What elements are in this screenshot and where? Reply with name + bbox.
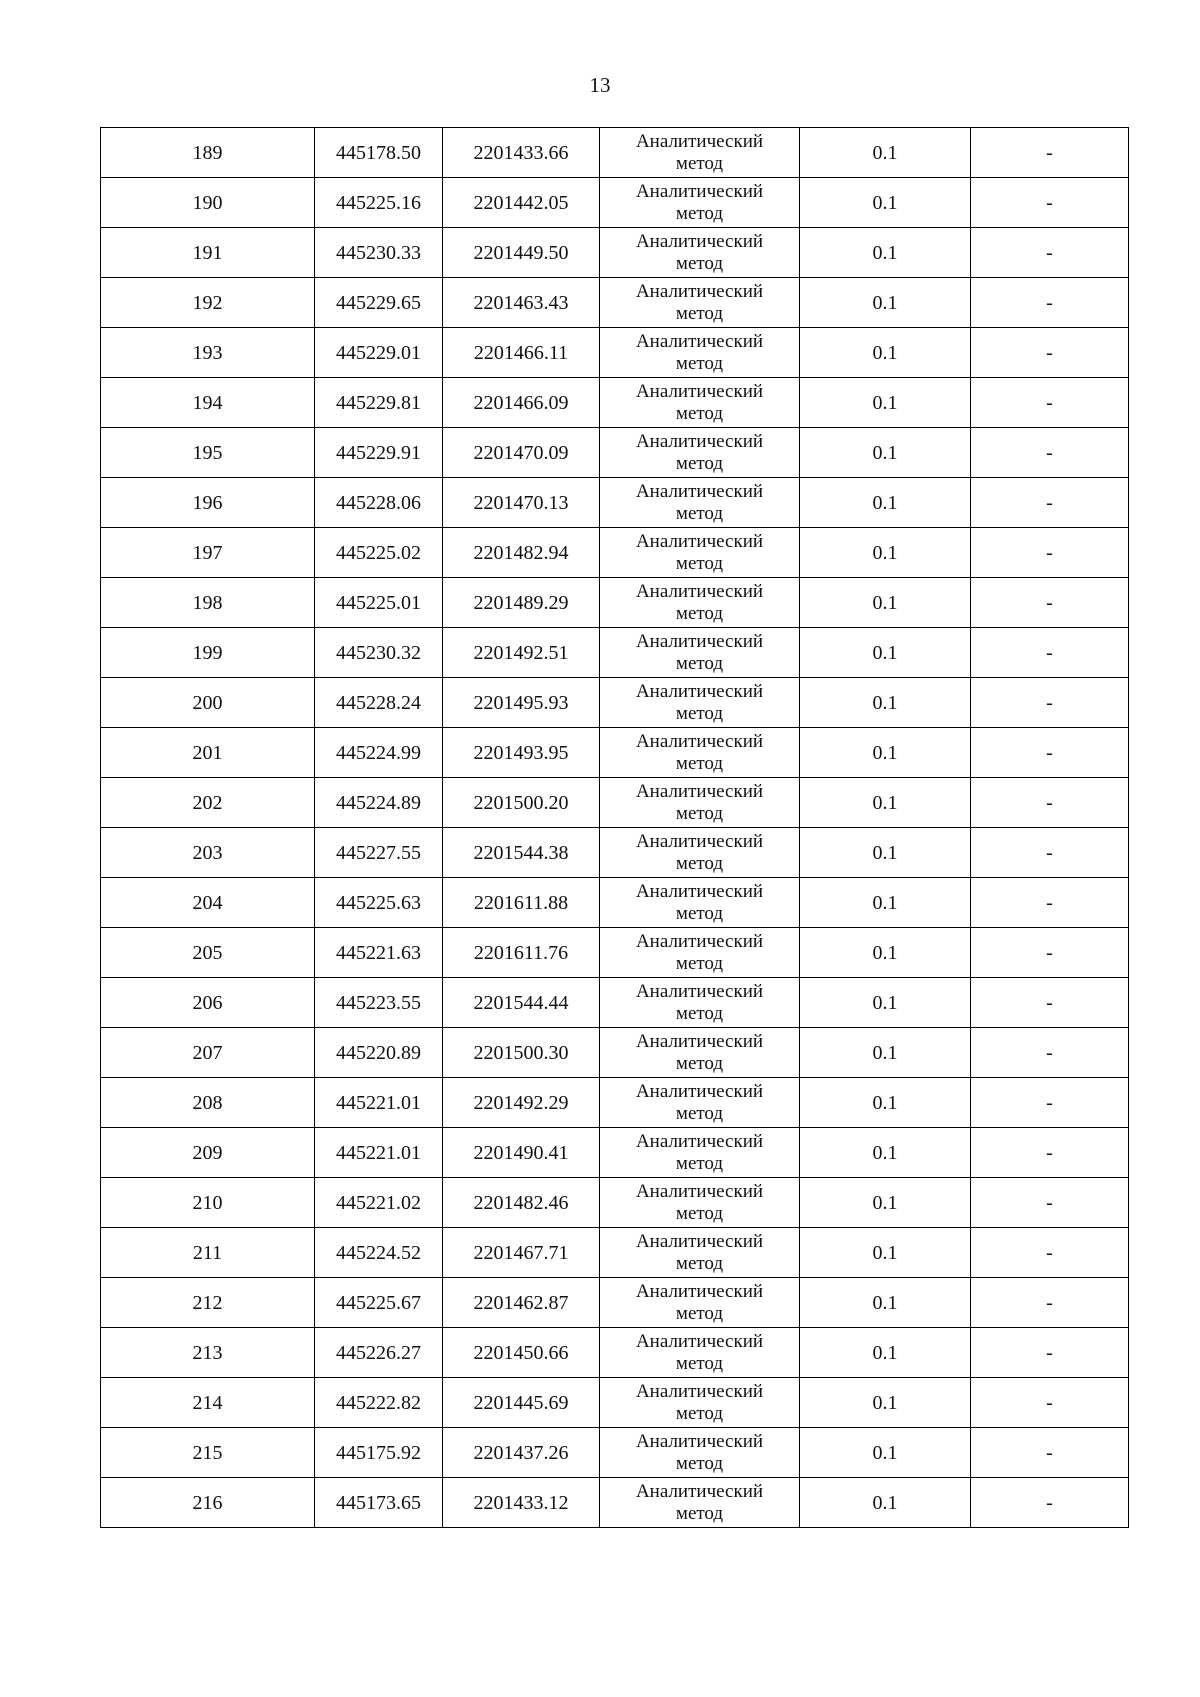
method-cell: [600, 928, 800, 978]
x-coordinate-cell: 445225.67: [315, 1278, 443, 1328]
table-row: [101, 528, 1129, 578]
accuracy-cell: 0.1: [800, 628, 971, 678]
method-line-2: метод: [675, 1202, 724, 1224]
point-number-cell: 202: [101, 778, 315, 828]
x-coordinate-cell: 445228.06: [315, 478, 443, 528]
y-coordinate-cell: 2201482.94: [443, 528, 600, 578]
x-coordinate-cell: 445225.63: [315, 878, 443, 928]
x-coordinate-cell: 445225.01: [315, 578, 443, 628]
method-cell: [600, 578, 800, 628]
method-line-1: Аналитический: [635, 330, 764, 352]
table-row: [101, 1478, 1129, 1528]
method-cell: [600, 1228, 800, 1278]
accuracy-cell: 0.1: [800, 1028, 971, 1078]
accuracy-cell: 0.1: [800, 1078, 971, 1128]
accuracy-cell: 0.1: [800, 578, 971, 628]
note-cell: -: [971, 478, 1129, 528]
coordinates-table: [100, 127, 1129, 1528]
coordinates-table-body: [101, 128, 1129, 1528]
method-cell: [600, 178, 800, 228]
accuracy-cell: 0.1: [800, 1328, 971, 1378]
note-cell: -: [971, 928, 1129, 978]
note-cell: -: [971, 1128, 1129, 1178]
page-number: 13: [589, 73, 611, 97]
table-row: [101, 1228, 1129, 1278]
x-coordinate-cell: 445225.02: [315, 528, 443, 578]
table-row: [101, 828, 1129, 878]
point-number-cell: 206: [101, 978, 315, 1028]
method-cell: [600, 728, 800, 778]
method-line-2: метод: [675, 302, 724, 324]
method-line-2: метод: [675, 1302, 724, 1324]
point-number-cell: 215: [101, 1428, 315, 1478]
y-coordinate-cell: 2201437.26: [443, 1428, 600, 1478]
method-line-2: метод: [675, 202, 724, 224]
table-row: [101, 1328, 1129, 1378]
note-cell: -: [971, 678, 1129, 728]
accuracy-cell: 0.1: [800, 378, 971, 428]
y-coordinate-cell: 2201482.46: [443, 1178, 600, 1228]
accuracy-cell: 0.1: [800, 1128, 971, 1178]
point-number-cell: 192: [101, 278, 315, 328]
method-line-2: метод: [675, 1102, 724, 1124]
method-line-2: метод: [675, 1152, 724, 1174]
x-coordinate-cell: 445224.89: [315, 778, 443, 828]
note-cell: -: [971, 328, 1129, 378]
method-cell: [600, 978, 800, 1028]
table-row: [101, 1378, 1129, 1428]
x-coordinate-cell: 445222.82: [315, 1378, 443, 1428]
point-number-cell: 209: [101, 1128, 315, 1178]
method-line-1: Аналитический: [635, 1130, 764, 1152]
point-number-cell: 210: [101, 1178, 315, 1228]
table-row: [101, 728, 1129, 778]
table-row: [101, 628, 1129, 678]
method-line-2: метод: [675, 802, 724, 824]
method-cell: [600, 878, 800, 928]
x-coordinate-cell: 445224.99: [315, 728, 443, 778]
note-cell: -: [971, 978, 1129, 1028]
y-coordinate-cell: 2201500.20: [443, 778, 600, 828]
note-cell: -: [971, 728, 1129, 778]
table-row: [101, 978, 1129, 1028]
method-line-1: Аналитический: [635, 1480, 764, 1502]
point-number-cell: 195: [101, 428, 315, 478]
method-line-2: метод: [675, 1452, 724, 1474]
method-line-2: метод: [675, 452, 724, 474]
method-line-2: метод: [675, 1002, 724, 1024]
method-line-1: Аналитический: [635, 280, 764, 302]
method-cell: [600, 1278, 800, 1328]
y-coordinate-cell: 2201445.69: [443, 1378, 600, 1428]
point-number-cell: 204: [101, 878, 315, 928]
x-coordinate-cell: 445173.65: [315, 1478, 443, 1528]
note-cell: -: [971, 228, 1129, 278]
note-cell: -: [971, 1078, 1129, 1128]
method-line-1: Аналитический: [635, 730, 764, 752]
x-coordinate-cell: 445221.63: [315, 928, 443, 978]
y-coordinate-cell: 2201449.50: [443, 228, 600, 278]
method-cell: [600, 328, 800, 378]
method-cell: [600, 528, 800, 578]
method-line-2: метод: [675, 952, 724, 974]
method-cell: [600, 1078, 800, 1128]
method-cell: [600, 128, 800, 178]
table-row: [101, 1178, 1129, 1228]
table-row: [101, 128, 1129, 178]
point-number-cell: 201: [101, 728, 315, 778]
method-line-1: Аналитический: [635, 1330, 764, 1352]
method-line-1: Аналитический: [635, 980, 764, 1002]
point-number-cell: 205: [101, 928, 315, 978]
table-row: [101, 1028, 1129, 1078]
accuracy-cell: 0.1: [800, 428, 971, 478]
method-line-1: Аналитический: [635, 680, 764, 702]
point-number-cell: 200: [101, 678, 315, 728]
y-coordinate-cell: 2201490.41: [443, 1128, 600, 1178]
method-cell: [600, 478, 800, 528]
y-coordinate-cell: 2201450.66: [443, 1328, 600, 1378]
method-line-1: Аналитический: [635, 430, 764, 452]
x-coordinate-cell: 445229.81: [315, 378, 443, 428]
method-cell: [600, 1328, 800, 1378]
note-cell: -: [971, 1178, 1129, 1228]
table-row: [101, 878, 1129, 928]
method-cell: [600, 378, 800, 428]
point-number-cell: 196: [101, 478, 315, 528]
table-row: [101, 928, 1129, 978]
x-coordinate-cell: 445220.89: [315, 1028, 443, 1078]
x-coordinate-cell: 445221.02: [315, 1178, 443, 1228]
accuracy-cell: 0.1: [800, 928, 971, 978]
note-cell: -: [971, 628, 1129, 678]
method-line-2: метод: [675, 352, 724, 374]
method-cell: [600, 1178, 800, 1228]
point-number-cell: 207: [101, 1028, 315, 1078]
method-cell: [600, 428, 800, 478]
x-coordinate-cell: 445223.55: [315, 978, 443, 1028]
method-cell: [600, 1428, 800, 1478]
accuracy-cell: 0.1: [800, 678, 971, 728]
method-cell: [600, 828, 800, 878]
y-coordinate-cell: 2201493.95: [443, 728, 600, 778]
point-number-cell: 193: [101, 328, 315, 378]
accuracy-cell: 0.1: [800, 228, 971, 278]
x-coordinate-cell: 445227.55: [315, 828, 443, 878]
note-cell: -: [971, 1228, 1129, 1278]
point-number-cell: 194: [101, 378, 315, 428]
note-cell: -: [971, 1378, 1129, 1428]
method-line-1: Аналитический: [635, 1180, 764, 1202]
x-coordinate-cell: 445230.32: [315, 628, 443, 678]
y-coordinate-cell: 2201433.66: [443, 128, 600, 178]
accuracy-cell: 0.1: [800, 278, 971, 328]
y-coordinate-cell: 2201463.43: [443, 278, 600, 328]
accuracy-cell: 0.1: [800, 728, 971, 778]
method-line-1: Аналитический: [635, 630, 764, 652]
y-coordinate-cell: 2201489.29: [443, 578, 600, 628]
table-row: [101, 778, 1129, 828]
table-row: [101, 428, 1129, 478]
method-line-2: метод: [675, 1402, 724, 1424]
point-number-cell: 216: [101, 1478, 315, 1528]
point-number-cell: 213: [101, 1328, 315, 1378]
method-line-1: Аналитический: [635, 1380, 764, 1402]
note-cell: -: [971, 578, 1129, 628]
method-line-2: метод: [675, 1352, 724, 1374]
table-row: [101, 328, 1129, 378]
accuracy-cell: 0.1: [800, 778, 971, 828]
note-cell: -: [971, 1478, 1129, 1528]
point-number-cell: 203: [101, 828, 315, 878]
note-cell: -: [971, 278, 1129, 328]
method-line-1: Аналитический: [635, 130, 764, 152]
note-cell: -: [971, 378, 1129, 428]
x-coordinate-cell: 445224.52: [315, 1228, 443, 1278]
point-number-cell: 191: [101, 228, 315, 278]
method-line-2: метод: [675, 752, 724, 774]
note-cell: -: [971, 878, 1129, 928]
table-row: [101, 378, 1129, 428]
accuracy-cell: 0.1: [800, 1278, 971, 1328]
method-line-1: Аналитический: [635, 380, 764, 402]
point-number-cell: 198: [101, 578, 315, 628]
method-line-2: метод: [675, 602, 724, 624]
accuracy-cell: 0.1: [800, 1228, 971, 1278]
method-line-1: Аналитический: [635, 780, 764, 802]
y-coordinate-cell: 2201467.71: [443, 1228, 600, 1278]
table-row: [101, 1078, 1129, 1128]
accuracy-cell: 0.1: [800, 828, 971, 878]
accuracy-cell: 0.1: [800, 1428, 971, 1478]
accuracy-cell: 0.1: [800, 878, 971, 928]
point-number-cell: 214: [101, 1378, 315, 1428]
point-number-cell: 208: [101, 1078, 315, 1128]
x-coordinate-cell: 445229.91: [315, 428, 443, 478]
note-cell: -: [971, 1028, 1129, 1078]
method-line-1: Аналитический: [635, 230, 764, 252]
point-number-cell: 190: [101, 178, 315, 228]
y-coordinate-cell: 2201611.76: [443, 928, 600, 978]
table-row: [101, 1428, 1129, 1478]
y-coordinate-cell: 2201492.29: [443, 1078, 600, 1128]
method-line-2: метод: [675, 552, 724, 574]
note-cell: -: [971, 1278, 1129, 1328]
y-coordinate-cell: 2201500.30: [443, 1028, 600, 1078]
accuracy-cell: 0.1: [800, 1178, 971, 1228]
method-line-2: метод: [675, 502, 724, 524]
table-row: [101, 478, 1129, 528]
y-coordinate-cell: 2201544.38: [443, 828, 600, 878]
point-number-cell: 211: [101, 1228, 315, 1278]
method-line-1: Аналитический: [635, 530, 764, 552]
method-cell: [600, 1478, 800, 1528]
note-cell: -: [971, 778, 1129, 828]
method-cell: [600, 1378, 800, 1428]
method-line-2: метод: [675, 402, 724, 424]
method-line-2: метод: [675, 1502, 724, 1524]
y-coordinate-cell: 2201495.93: [443, 678, 600, 728]
table-row: [101, 678, 1129, 728]
method-line-1: Аналитический: [635, 1280, 764, 1302]
x-coordinate-cell: 445230.33: [315, 228, 443, 278]
method-cell: [600, 228, 800, 278]
method-line-2: метод: [675, 902, 724, 924]
y-coordinate-cell: 2201492.51: [443, 628, 600, 678]
point-number-cell: 212: [101, 1278, 315, 1328]
table-row: [101, 278, 1129, 328]
method-line-1: Аналитический: [635, 830, 764, 852]
y-coordinate-cell: 2201611.88: [443, 878, 600, 928]
y-coordinate-cell: 2201466.11: [443, 328, 600, 378]
method-line-2: метод: [675, 652, 724, 674]
x-coordinate-cell: 445221.01: [315, 1078, 443, 1128]
method-line-1: Аналитический: [635, 930, 764, 952]
method-line-1: Аналитический: [635, 1030, 764, 1052]
method-line-1: Аналитический: [635, 580, 764, 602]
method-line-1: Аналитический: [635, 1080, 764, 1102]
method-cell: [600, 628, 800, 678]
y-coordinate-cell: 2201470.09: [443, 428, 600, 478]
table-row: [101, 1128, 1129, 1178]
note-cell: -: [971, 428, 1129, 478]
x-coordinate-cell: 445175.92: [315, 1428, 443, 1478]
point-number-cell: 199: [101, 628, 315, 678]
x-coordinate-cell: 445225.16: [315, 178, 443, 228]
y-coordinate-cell: 2201466.09: [443, 378, 600, 428]
method-line-1: Аналитический: [635, 180, 764, 202]
accuracy-cell: 0.1: [800, 978, 971, 1028]
accuracy-cell: 0.1: [800, 478, 971, 528]
y-coordinate-cell: 2201462.87: [443, 1278, 600, 1328]
method-line-1: Аналитический: [635, 1430, 764, 1452]
note-cell: -: [971, 1328, 1129, 1378]
note-cell: -: [971, 1428, 1129, 1478]
table-row: [101, 178, 1129, 228]
method-cell: [600, 1028, 800, 1078]
method-cell: [600, 678, 800, 728]
note-cell: -: [971, 128, 1129, 178]
x-coordinate-cell: 445229.01: [315, 328, 443, 378]
accuracy-cell: 0.1: [800, 328, 971, 378]
point-number-cell: 189: [101, 128, 315, 178]
method-cell: [600, 1128, 800, 1178]
y-coordinate-cell: 2201470.13: [443, 478, 600, 528]
point-number-cell: 197: [101, 528, 315, 578]
method-line-2: метод: [675, 252, 724, 274]
table-row: [101, 228, 1129, 278]
accuracy-cell: 0.1: [800, 128, 971, 178]
y-coordinate-cell: 2201544.44: [443, 978, 600, 1028]
x-coordinate-cell: 445228.24: [315, 678, 443, 728]
method-line-2: метод: [675, 1252, 724, 1274]
note-cell: -: [971, 828, 1129, 878]
method-line-1: Аналитический: [635, 1230, 764, 1252]
method-line-1: Аналитический: [635, 480, 764, 502]
accuracy-cell: 0.1: [800, 178, 971, 228]
table-row: [101, 1278, 1129, 1328]
x-coordinate-cell: 445221.01: [315, 1128, 443, 1178]
method-cell: [600, 778, 800, 828]
table-row: [101, 578, 1129, 628]
accuracy-cell: 0.1: [800, 1478, 971, 1528]
method-line-2: метод: [675, 152, 724, 174]
note-cell: -: [971, 528, 1129, 578]
x-coordinate-cell: 445229.65: [315, 278, 443, 328]
x-coordinate-cell: 445226.27: [315, 1328, 443, 1378]
method-line-1: Аналитический: [635, 880, 764, 902]
method-line-2: метод: [675, 1052, 724, 1074]
method-cell: [600, 278, 800, 328]
y-coordinate-cell: 2201433.12: [443, 1478, 600, 1528]
x-coordinate-cell: 445178.50: [315, 128, 443, 178]
accuracy-cell: 0.1: [800, 528, 971, 578]
y-coordinate-cell: 2201442.05: [443, 178, 600, 228]
method-line-2: метод: [675, 852, 724, 874]
accuracy-cell: 0.1: [800, 1378, 971, 1428]
method-line-2: метод: [675, 702, 724, 724]
note-cell: -: [971, 178, 1129, 228]
